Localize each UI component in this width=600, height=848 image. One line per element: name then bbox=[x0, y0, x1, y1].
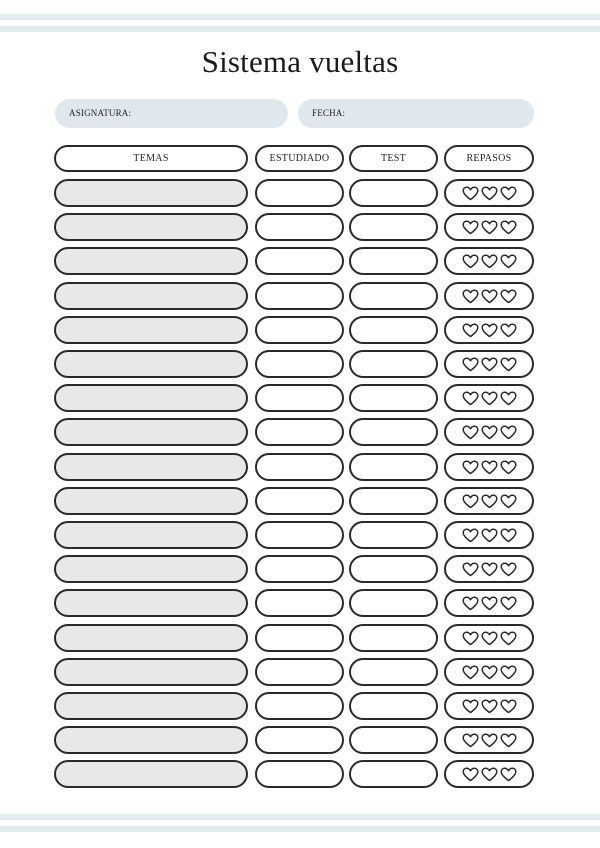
heart-icon[interactable] bbox=[500, 767, 517, 782]
heart-icon[interactable] bbox=[462, 220, 479, 235]
header-temas: TEMAS bbox=[54, 145, 248, 172]
heart-icon[interactable] bbox=[500, 699, 517, 714]
heart-icon[interactable] bbox=[500, 323, 517, 338]
heart-icon[interactable] bbox=[500, 562, 517, 577]
hearts-group bbox=[446, 523, 532, 547]
topic-cell[interactable] bbox=[54, 487, 248, 515]
repasos-cell bbox=[444, 487, 534, 515]
repasos-cell bbox=[444, 658, 534, 686]
test-cell[interactable] bbox=[349, 247, 438, 275]
heart-icon[interactable] bbox=[481, 665, 498, 680]
repasos-cell bbox=[444, 350, 534, 378]
topic-cell[interactable] bbox=[54, 555, 248, 583]
heart-icon[interactable] bbox=[500, 220, 517, 235]
test-cell[interactable] bbox=[349, 213, 438, 241]
test-cell[interactable] bbox=[349, 316, 438, 344]
test-cell[interactable] bbox=[349, 179, 438, 207]
heart-icon[interactable] bbox=[481, 289, 498, 304]
estudiado-cell[interactable] bbox=[255, 658, 344, 686]
estudiado-cell[interactable] bbox=[255, 247, 344, 275]
heart-icon[interactable] bbox=[500, 357, 517, 372]
repasos-cell bbox=[444, 316, 534, 344]
topic-cell[interactable] bbox=[54, 760, 248, 788]
repasos-cell bbox=[444, 453, 534, 481]
hearts-group bbox=[446, 660, 532, 684]
topic-cell[interactable] bbox=[54, 213, 248, 241]
heart-icon[interactable] bbox=[500, 460, 517, 475]
heart-icon[interactable] bbox=[462, 596, 479, 611]
hearts-group bbox=[446, 420, 532, 444]
test-cell[interactable] bbox=[349, 589, 438, 617]
test-cell[interactable] bbox=[349, 760, 438, 788]
heart-icon[interactable] bbox=[500, 596, 517, 611]
repasos-cell bbox=[444, 384, 534, 412]
header-estudiado: ESTUDIADO bbox=[255, 145, 344, 172]
test-cell[interactable] bbox=[349, 658, 438, 686]
test-cell[interactable] bbox=[349, 487, 438, 515]
heart-icon[interactable] bbox=[481, 186, 498, 201]
heart-icon[interactable] bbox=[481, 460, 498, 475]
estudiado-cell[interactable] bbox=[255, 282, 344, 310]
repasos-cell bbox=[444, 624, 534, 652]
hearts-group bbox=[446, 181, 532, 205]
heart-icon[interactable] bbox=[462, 562, 479, 577]
test-cell[interactable] bbox=[349, 624, 438, 652]
topic-cell[interactable] bbox=[54, 247, 248, 275]
top-stripe-2 bbox=[0, 26, 600, 32]
top-stripe bbox=[0, 14, 600, 20]
estudiado-cell[interactable] bbox=[255, 316, 344, 344]
topic-cell[interactable] bbox=[54, 282, 248, 310]
heart-icon[interactable] bbox=[500, 528, 517, 543]
estudiado-cell[interactable] bbox=[255, 179, 344, 207]
estudiado-cell[interactable] bbox=[255, 726, 344, 754]
estudiado-cell[interactable] bbox=[255, 350, 344, 378]
topic-cell[interactable] bbox=[54, 589, 248, 617]
repasos-cell bbox=[444, 247, 534, 275]
hearts-group bbox=[446, 728, 532, 752]
hearts-group bbox=[446, 455, 532, 479]
heart-icon[interactable] bbox=[462, 699, 479, 714]
heart-icon[interactable] bbox=[462, 665, 479, 680]
header-test: TEST bbox=[349, 145, 438, 172]
heart-icon[interactable] bbox=[500, 494, 517, 509]
hearts-group bbox=[446, 386, 532, 410]
heart-icon[interactable] bbox=[500, 254, 517, 269]
fecha-field[interactable] bbox=[298, 99, 534, 128]
heart-icon[interactable] bbox=[462, 631, 479, 646]
repasos-cell bbox=[444, 213, 534, 241]
repasos-cell bbox=[444, 760, 534, 788]
heart-icon[interactable] bbox=[481, 357, 498, 372]
test-cell[interactable] bbox=[349, 555, 438, 583]
heart-icon[interactable] bbox=[481, 425, 498, 440]
estudiado-cell[interactable] bbox=[255, 213, 344, 241]
heart-icon[interactable] bbox=[462, 186, 479, 201]
heart-icon[interactable] bbox=[500, 391, 517, 406]
topic-cell[interactable] bbox=[54, 453, 248, 481]
topic-cell[interactable] bbox=[54, 418, 248, 446]
test-cell[interactable] bbox=[349, 350, 438, 378]
heart-icon[interactable] bbox=[481, 494, 498, 509]
header-repasos: REPASOS bbox=[444, 145, 534, 172]
asignatura-label: ASIGNATURA: bbox=[69, 108, 132, 118]
repasos-cell bbox=[444, 282, 534, 310]
topic-cell[interactable] bbox=[54, 726, 248, 754]
topic-cell[interactable] bbox=[54, 624, 248, 652]
repasos-cell bbox=[444, 418, 534, 446]
heart-icon[interactable] bbox=[462, 289, 479, 304]
test-cell[interactable] bbox=[349, 384, 438, 412]
topic-cell[interactable] bbox=[54, 384, 248, 412]
hearts-group bbox=[446, 249, 532, 273]
topic-cell[interactable] bbox=[54, 316, 248, 344]
hearts-group bbox=[446, 284, 532, 308]
hearts-group bbox=[446, 489, 532, 513]
bottom-stripe bbox=[0, 814, 600, 820]
heart-icon[interactable] bbox=[500, 289, 517, 304]
heart-icon[interactable] bbox=[462, 425, 479, 440]
fecha-label: FECHA: bbox=[312, 108, 346, 118]
topic-cell[interactable] bbox=[54, 179, 248, 207]
repasos-cell bbox=[444, 692, 534, 720]
topic-cell[interactable] bbox=[54, 692, 248, 720]
page-title: Sistema vueltas bbox=[201, 44, 399, 79]
topic-cell[interactable] bbox=[54, 658, 248, 686]
estudiado-cell[interactable] bbox=[255, 760, 344, 788]
repasos-cell bbox=[444, 179, 534, 207]
heart-icon[interactable] bbox=[481, 562, 498, 577]
repasos-cell bbox=[444, 589, 534, 617]
bottom-stripe-2 bbox=[0, 826, 600, 832]
heart-icon[interactable] bbox=[500, 665, 517, 680]
hearts-group bbox=[446, 318, 532, 342]
test-cell[interactable] bbox=[349, 282, 438, 310]
heart-icon[interactable] bbox=[481, 254, 498, 269]
repasos-cell bbox=[444, 555, 534, 583]
estudiado-cell[interactable] bbox=[255, 453, 344, 481]
heart-icon[interactable] bbox=[500, 631, 517, 646]
test-cell[interactable] bbox=[349, 453, 438, 481]
test-cell[interactable] bbox=[349, 521, 438, 549]
estudiado-cell[interactable] bbox=[255, 692, 344, 720]
heart-icon[interactable] bbox=[500, 425, 517, 440]
heart-icon[interactable] bbox=[462, 254, 479, 269]
heart-icon[interactable] bbox=[481, 220, 498, 235]
heart-icon[interactable] bbox=[500, 186, 517, 201]
repasos-cell bbox=[444, 726, 534, 754]
estudiado-cell[interactable] bbox=[255, 589, 344, 617]
heart-icon[interactable] bbox=[481, 596, 498, 611]
hearts-group bbox=[446, 694, 532, 718]
test-cell[interactable] bbox=[349, 692, 438, 720]
heart-icon[interactable] bbox=[462, 528, 479, 543]
hearts-group bbox=[446, 215, 532, 239]
estudiado-cell[interactable] bbox=[255, 555, 344, 583]
heart-icon[interactable] bbox=[462, 460, 479, 475]
repasos-cell bbox=[444, 521, 534, 549]
heart-icon[interactable] bbox=[462, 733, 479, 748]
hearts-group bbox=[446, 591, 532, 615]
test-cell[interactable] bbox=[349, 418, 438, 446]
test-cell[interactable] bbox=[349, 726, 438, 754]
estudiado-cell[interactable] bbox=[255, 384, 344, 412]
heart-icon[interactable] bbox=[481, 528, 498, 543]
heart-icon[interactable] bbox=[462, 391, 479, 406]
topic-cell[interactable] bbox=[54, 521, 248, 549]
heart-icon[interactable] bbox=[481, 323, 498, 338]
heart-icon[interactable] bbox=[462, 323, 479, 338]
heart-icon[interactable] bbox=[462, 494, 479, 509]
estudiado-cell[interactable] bbox=[255, 487, 344, 515]
heart-icon[interactable] bbox=[481, 699, 498, 714]
heart-icon[interactable] bbox=[481, 391, 498, 406]
estudiado-cell[interactable] bbox=[255, 521, 344, 549]
estudiado-cell[interactable] bbox=[255, 624, 344, 652]
heart-icon[interactable] bbox=[462, 357, 479, 372]
hearts-group bbox=[446, 626, 532, 650]
hearts-group bbox=[446, 762, 532, 786]
estudiado-cell[interactable] bbox=[255, 418, 344, 446]
heart-icon[interactable] bbox=[500, 733, 517, 748]
heart-icon[interactable] bbox=[462, 767, 479, 782]
topic-cell[interactable] bbox=[54, 350, 248, 378]
heart-icon[interactable] bbox=[481, 733, 498, 748]
asignatura-field[interactable] bbox=[55, 99, 288, 128]
heart-icon[interactable] bbox=[481, 767, 498, 782]
hearts-group bbox=[446, 352, 532, 376]
heart-icon[interactable] bbox=[481, 631, 498, 646]
hearts-group bbox=[446, 557, 532, 581]
